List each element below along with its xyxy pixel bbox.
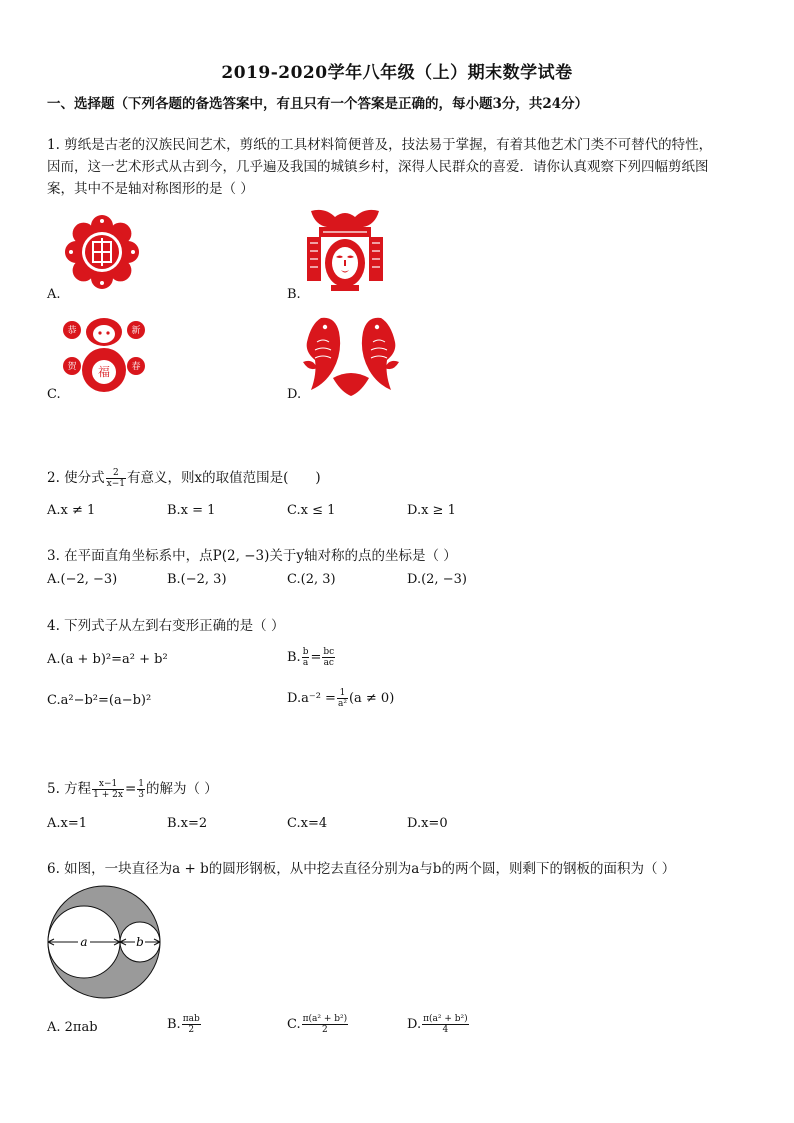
char-chun: 春 [131, 362, 141, 372]
label-b: b [136, 935, 144, 949]
q6-d-label: D. [407, 1017, 422, 1032]
q3-stem: 3. 在平面直角坐标系中，点P(2, −3)关于y轴对称的点的坐标是（ ） [47, 548, 457, 564]
q6-stem: 6. 如图，一块直径为a + b的圆形钢板，从中挖去直径分别为a与b的两个圆，则剩下的钢板的面积为（ ） [47, 861, 676, 877]
q5-den1: 1 + 2x [93, 790, 123, 800]
q4-b-den2: ac [323, 658, 334, 668]
q4-b-num1: b [302, 647, 309, 657]
q1-option-d: D. [287, 387, 302, 402]
q5-stem [47, 778, 218, 800]
label-a: a [80, 935, 88, 949]
q6-c-label: C. [287, 1017, 301, 1032]
q5-option-d: D.x=0 [407, 816, 448, 831]
q1-option-b: B. [287, 287, 301, 302]
q3-option-a: A.(−2, −3) [47, 572, 118, 587]
q5-num1: x−1 [92, 779, 124, 790]
q4-b-num2: bc [323, 647, 335, 657]
q6-option-b [167, 1014, 202, 1035]
q6-c-num: π(a² + b²) [302, 1014, 348, 1024]
papercut-opera-face-image [305, 207, 385, 293]
q5-suffix: 的解为（ ） [146, 781, 218, 797]
q5-prefix: 5. 方程 [47, 781, 92, 797]
q5-option-b: B.x=2 [167, 816, 208, 831]
papercut-child-fu-image [62, 314, 146, 394]
q3-option-d: D.(2, −3) [407, 572, 467, 587]
char-gong: 恭 [67, 326, 77, 336]
q4-option-c: C.a²−b²=(a−b)² [47, 693, 152, 708]
q2-option-c: C.x ≤ 1 [287, 503, 336, 518]
q5-eq: = [124, 781, 137, 797]
papercut-flower-image [62, 212, 142, 292]
char-xin: 新 [131, 326, 141, 336]
q2-frac-den: x−1 [106, 479, 126, 489]
q1-line2: 因而，这一艺术形式从古到今，几乎遍及我国的城镇乡村，深得人民群众的喜爱．请你认真观察下列四幅剪纸图 [47, 159, 709, 175]
q1-line3: 案，其中不是轴对称图形的是（ ） [47, 181, 254, 197]
q1-option-c: C. [47, 387, 61, 402]
q3-option-b: B.(−2, 3) [167, 572, 227, 587]
q6-b-frac [182, 1014, 201, 1035]
q4-b-den1: a [302, 658, 309, 668]
q2-suffix: 有意义，则x的取值范围是( ) [127, 470, 321, 486]
q5-den2: 3 [138, 790, 145, 800]
q4-d-frac [337, 688, 348, 709]
q5-option-a: A.x=1 [47, 816, 88, 831]
q4-option-a: A.(a + b)²=a² + b² [47, 652, 168, 667]
q6-c-frac [302, 1014, 349, 1035]
q4-d-label: D.a⁻² = [287, 691, 336, 706]
q6-b-label: B. [167, 1017, 181, 1032]
q2-option-a: A.x ≠ 1 [47, 503, 96, 518]
q2-option-b: B.x = 1 [167, 503, 216, 518]
q6-d-den: 4 [442, 1025, 449, 1035]
q6-option-d [407, 1014, 470, 1035]
q4-d-cond: (a ≠ 0) [348, 691, 395, 706]
q4-d-den: a² [337, 699, 347, 709]
q4-option-d [287, 688, 394, 709]
q4-b-frac2 [322, 647, 335, 668]
q4-option-b [287, 647, 336, 668]
q6-b-den: 2 [188, 1025, 195, 1035]
q4-stem: 4. 下列式子从左到右变形正确的是（ ） [47, 618, 285, 634]
q6-d-frac [422, 1014, 469, 1035]
circles-diagram [46, 884, 162, 1000]
q6-b-num: πab [182, 1014, 200, 1024]
char-he: 贺 [67, 362, 77, 372]
q2-fraction [106, 468, 126, 489]
papercut-twin-fish-image [303, 312, 399, 398]
char-fu: 福 [97, 365, 111, 379]
q2-option-d: D.x ≥ 1 [407, 503, 456, 518]
q6-option-c [287, 1014, 349, 1035]
q4-b-eq: = [310, 650, 322, 665]
q2-frac-num: 2 [106, 468, 126, 479]
q1-option-a: A. [47, 287, 61, 302]
q1-line1: 1. 剪纸是古老的汉族民间艺术，剪纸的工具材料简便普及，技法易于掌握，有着其他艺术门类不可替代的特性， [47, 137, 713, 153]
q6-c-den: 2 [322, 1025, 328, 1035]
q5-num2: 1 [138, 779, 145, 789]
q4-b-label: B. [287, 650, 301, 665]
q6-d-num: π(a² + b²) [423, 1014, 468, 1024]
q4-b-frac1 [302, 647, 310, 668]
q2-prefix: 2. 使分式 [47, 470, 105, 486]
q6-option-a: A. 2πab [47, 1020, 98, 1035]
q5-frac1 [92, 779, 124, 800]
q2-stem [47, 467, 321, 489]
page-title: 2019-2020学年八年级（上）期末数学试卷 [221, 63, 573, 83]
q5-frac2 [137, 779, 145, 800]
q3-option-c: C.(2, 3) [287, 572, 336, 587]
q4-d-num: 1 [337, 688, 348, 699]
q5-option-c: C.x=4 [287, 816, 328, 831]
section-heading: 一、选择题（下列各题的备选答案中，有且只有一个答案是正确的，每小题3分，共24分） [47, 96, 589, 112]
